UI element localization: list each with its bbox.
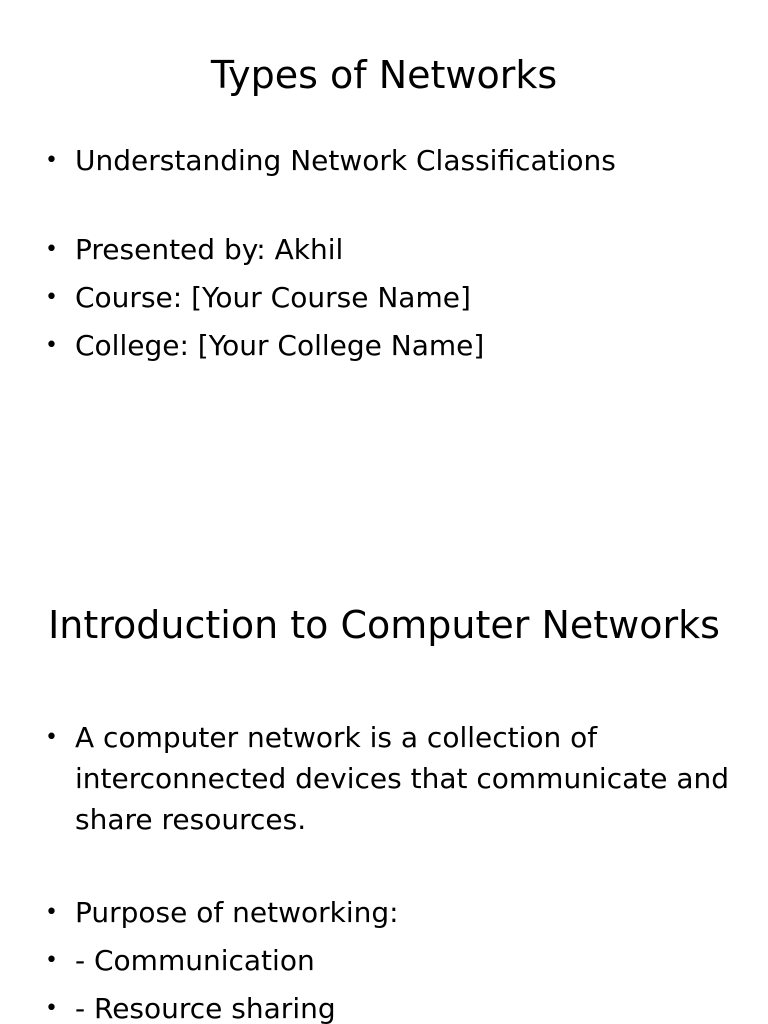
bullet-item xyxy=(45,892,735,933)
bullet-icon: • xyxy=(45,725,58,750)
slide-title: Types of Networks xyxy=(210,53,558,97)
bullet-icon: • xyxy=(45,333,58,358)
bullet-item xyxy=(45,325,735,366)
bullet-text: A computer network is a collection of interconnected devices that communicate and share resources. xyxy=(75,721,730,836)
bullet-list xyxy=(45,140,735,373)
bullet-item xyxy=(45,229,735,270)
bullet-icon: • xyxy=(45,148,58,173)
bullet-text: Presented by: Akhil xyxy=(75,233,344,266)
bullet-list xyxy=(45,717,735,1024)
bullet-item xyxy=(45,717,735,840)
bullet-text: Purpose of networking: xyxy=(75,896,399,929)
bullet-text: - Resource sharing xyxy=(75,992,336,1024)
slide-title: Introduction to Computer Networks xyxy=(48,603,720,647)
slide-2 xyxy=(0,576,768,1024)
bullet-item xyxy=(45,940,735,981)
bullet-text: - Communication xyxy=(75,944,315,977)
bullet-icon: • xyxy=(45,948,58,973)
bullet-icon: • xyxy=(45,285,58,310)
bullet-text: Course: [Your Course Name] xyxy=(75,281,471,314)
bullet-icon: • xyxy=(45,900,58,925)
bullet-item xyxy=(45,988,735,1024)
bullet-text: Understanding Network Classifications xyxy=(75,144,616,177)
bullet-icon: • xyxy=(45,996,58,1021)
bullet-item xyxy=(45,277,735,318)
bullet-text: College: [Your College Name] xyxy=(75,329,485,362)
bullet-icon: • xyxy=(45,237,58,262)
bullet-item xyxy=(45,140,735,181)
